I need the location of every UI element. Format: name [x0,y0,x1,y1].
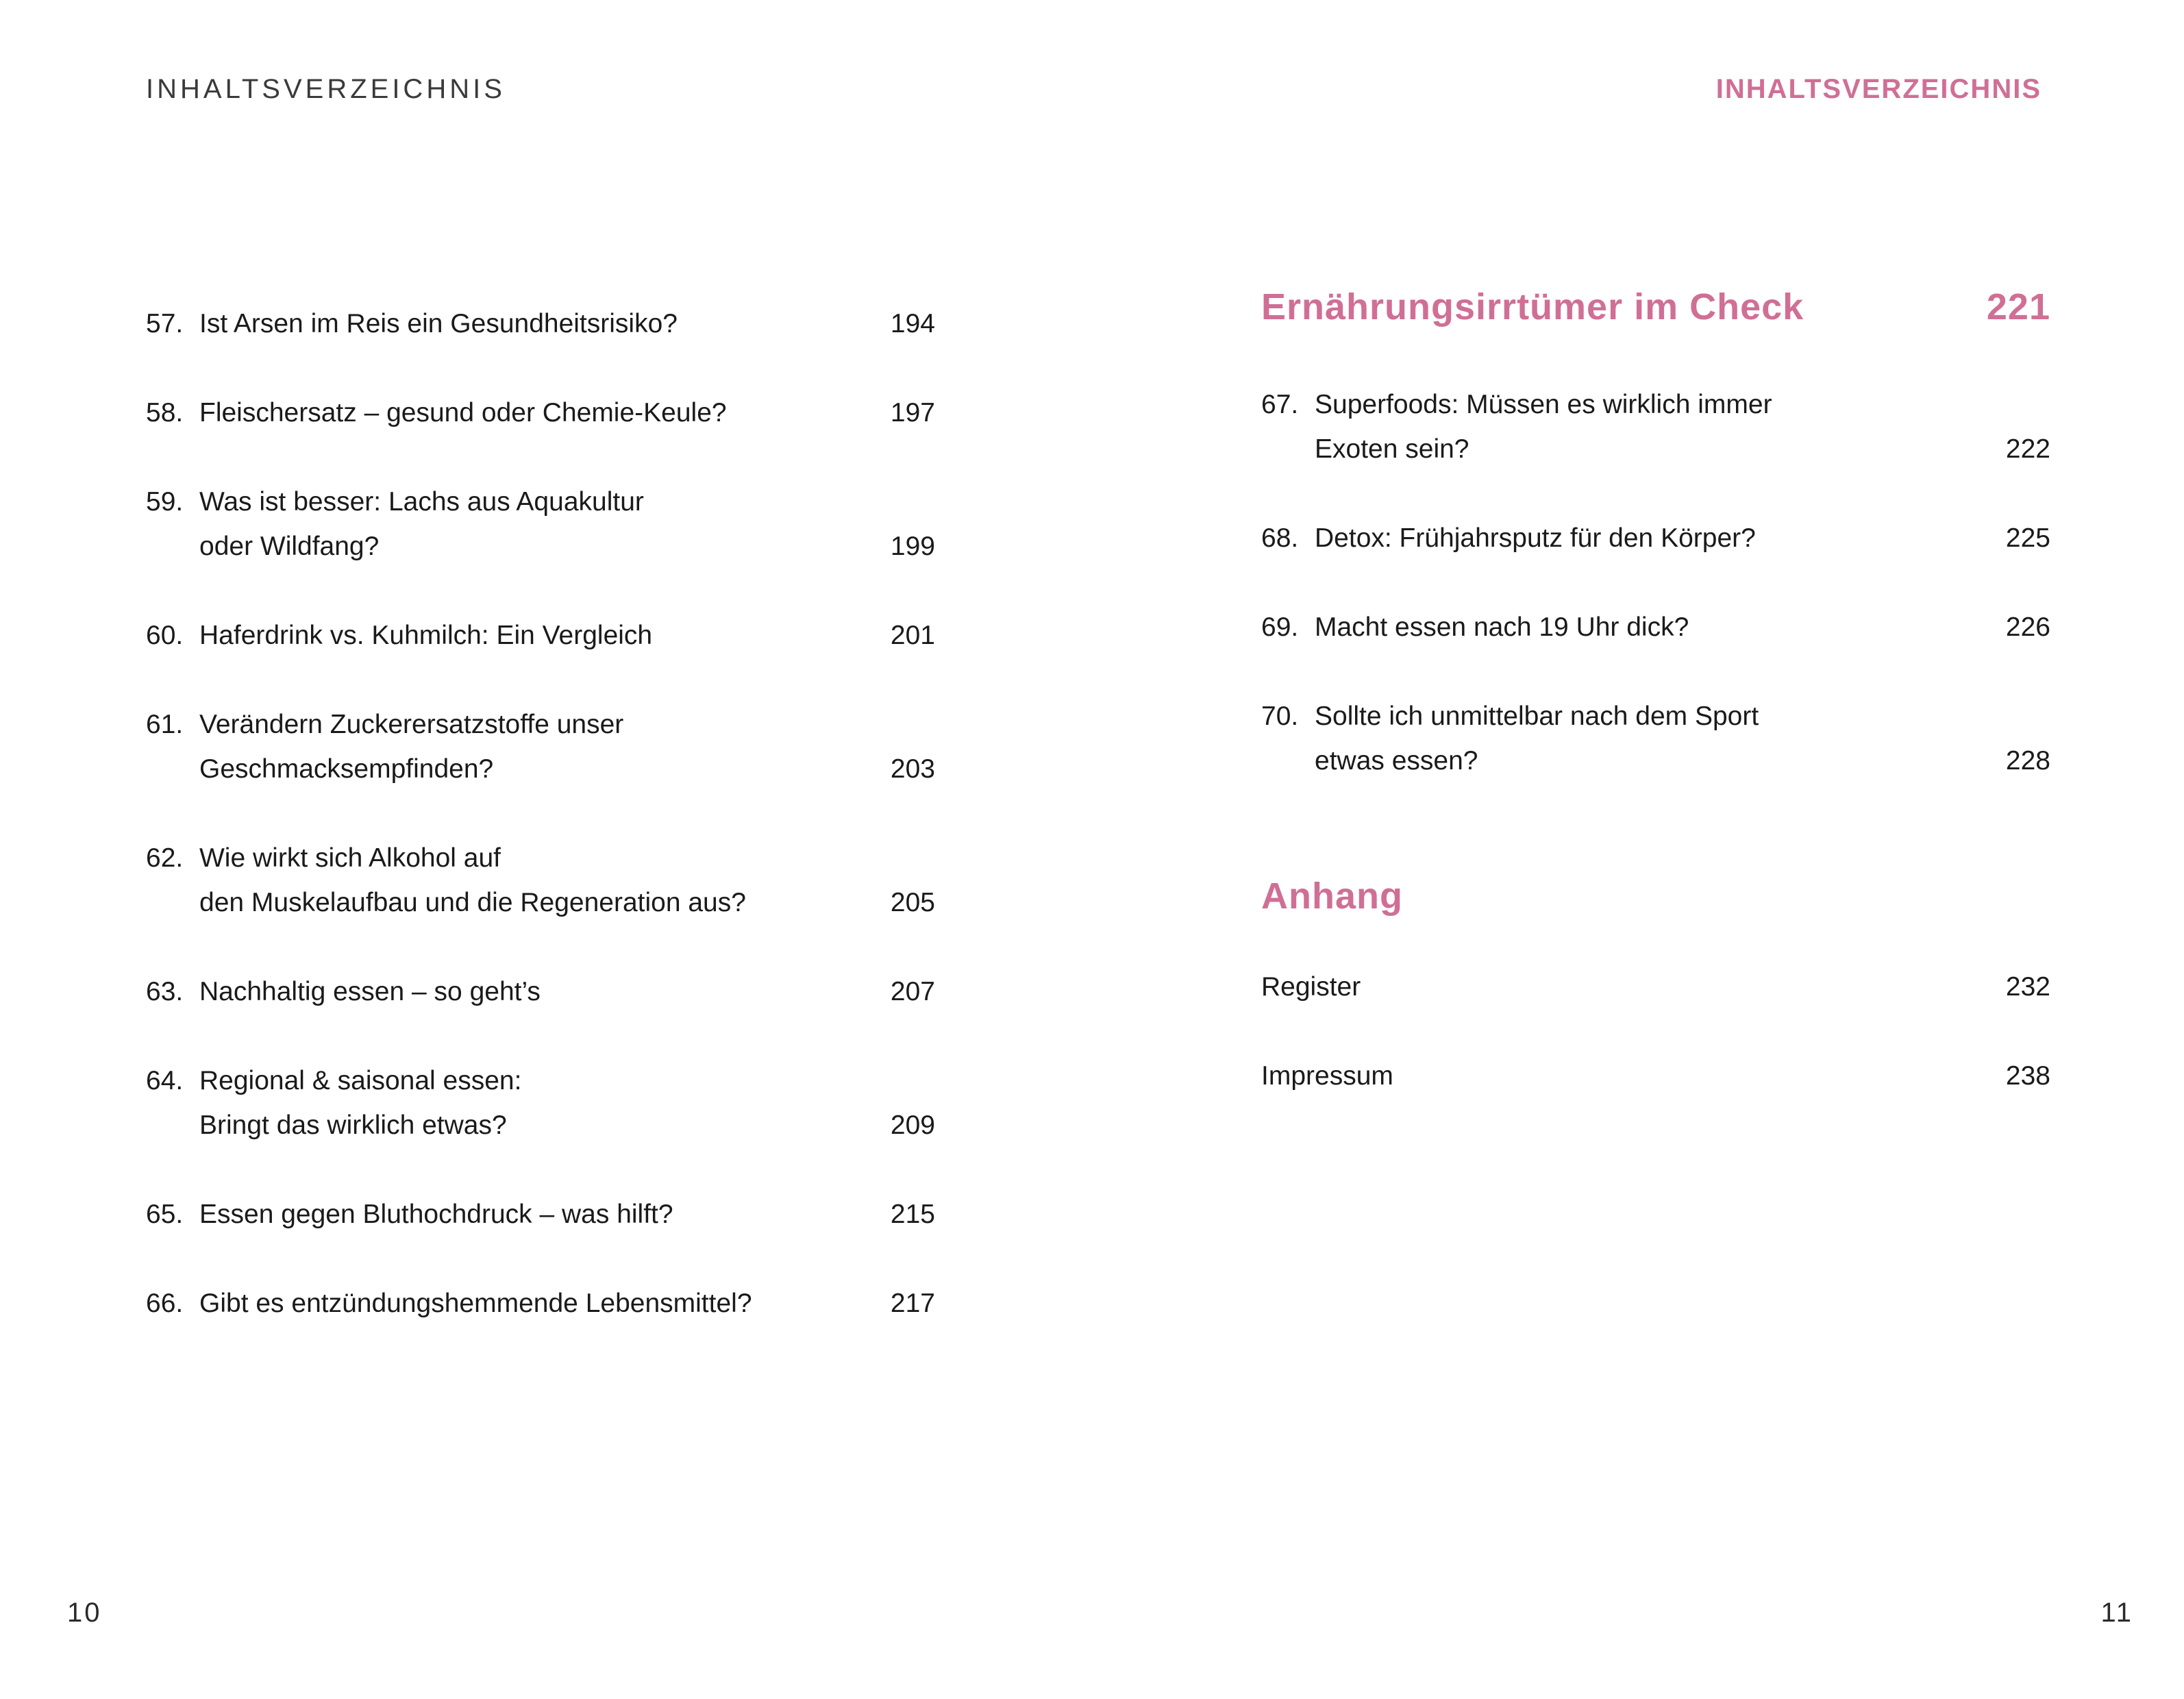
entry-title-line: Ist Arsen im Reis ein Gesundheitsrisiko? [199,309,678,338]
entry-title-line: Essen gegen Bluthochdruck – was hilft? [199,1200,673,1229]
toc-entry[interactable] [146,969,935,1014]
entry-title-line: Geschmacksempfinden? [199,754,494,784]
entry-number: 68. [1261,523,1299,553]
toc-entry[interactable] [146,480,935,569]
entry-page-number: 201 [890,621,935,650]
page-number-right: 11 [2100,1598,2133,1628]
entry-title-line: Haferdrink vs. Kuhmilch: Ein Vergleich [199,621,653,650]
right-page [1092,0,2184,1699]
entry-page-number: 215 [890,1200,935,1229]
toc-entry[interactable] [1261,605,2050,649]
toc-entry[interactable] [146,613,935,658]
entry-title-line: Wie wirkt sich Alkohol auf [199,843,501,873]
entry-title-line: Was ist besser: Lachs aus Aquakultur [199,487,644,517]
toc-list-left [146,301,935,1370]
entry-title-line: Gibt es entzündungshemmende Lebensmittel? [199,1289,752,1318]
running-head-left: INHALTSVERZEICHNIS [146,74,506,104]
entry-title-line: Exoten sein? [1315,434,1469,464]
entry-title-line: Fleischersatz – gesund oder Chemie-Keule? [199,398,727,427]
entry-page-number: 209 [890,1111,935,1140]
entry-title [1315,516,1989,560]
entry-title-line: den Muskelaufbau und die Regeneration aus? [199,888,746,917]
entry-title-line: Sollte ich unmittelbar nach dem Sport [1315,702,1759,731]
entry-page-number: 226 [2005,612,2050,642]
entry-number: 70. [1261,702,1299,731]
entry-number: 61. [146,710,184,739]
entry-page-number: 199 [890,532,935,561]
entry-title-line: etwas essen? [1315,746,1478,776]
appendix-entry[interactable] [1261,965,2050,1009]
entry-number: 57. [146,309,184,338]
entry-title [199,301,873,346]
entry-title [1315,382,1989,471]
entry-page-number: 197 [890,398,935,427]
entry-page-number: 228 [2005,746,2050,776]
entry-title-line: Superfoods: Müssen es wirklich immer [1315,390,1772,419]
entry-number: 62. [146,843,184,873]
entry-number: 64. [146,1066,184,1095]
entry-number: 66. [146,1289,184,1318]
entry-page-number: 222 [2005,434,2050,464]
running-head-right: INHALTSVERZEICHNIS [1715,74,2042,104]
entry-title-line: Bringt das wirklich etwas? [199,1111,507,1140]
toc-entry[interactable] [146,390,935,435]
entry-page-number: 207 [890,977,935,1006]
page-number-left: 10 [67,1598,102,1628]
appendix-entry[interactable] [1261,1054,2050,1098]
entry-title [199,1058,873,1148]
toc-entry[interactable] [146,702,935,791]
toc-entry[interactable] [1261,382,2050,471]
entry-number: 58. [146,398,184,427]
entry-title [199,969,873,1014]
toc-entry[interactable] [1261,694,2050,783]
section-page-number: 221 [1986,286,2050,327]
toc-entry[interactable] [146,1192,935,1237]
toc-entry[interactable] [146,1281,935,1326]
entry-title [1315,605,1989,649]
entry-title [199,1192,873,1237]
entry-page-number: 205 [890,888,935,917]
toc-entry[interactable] [146,836,935,925]
entry-title-line: Detox: Frühjahrsputz für den Körper? [1315,523,1756,553]
section-title: Anhang [1261,876,1403,917]
entry-title: Impressum [1261,1061,1393,1091]
entry-title-line: Verändern Zuckerersatzstoffe unser [199,710,624,739]
entry-page-number: 194 [890,309,935,338]
entry-number: 60. [146,621,184,650]
entry-title-line: Nachhaltig essen – so geht’s [199,977,541,1006]
entry-page-number: 225 [2005,523,2050,553]
entry-number: 67. [1261,390,1299,419]
entry-title [1315,694,1989,783]
entry-title [199,480,873,569]
section-heading-anhang[interactable] [1261,869,2050,923]
toc-list-right [1261,280,2050,1143]
toc-entry[interactable] [146,301,935,346]
entry-title [199,390,873,435]
entry-number: 59. [146,487,184,517]
section-heading-ernaehrungsirrtuemer[interactable] [1261,280,2050,334]
entry-number: 65. [146,1200,184,1229]
entry-page-number: 238 [2005,1061,2050,1091]
entry-page-number: 217 [890,1289,935,1318]
entry-title [199,1281,873,1326]
entry-title-line: Macht essen nach 19 Uhr dick? [1315,612,1689,642]
section-title: Ernährungsirrtümer im Check [1261,286,1804,327]
entry-title [199,836,873,925]
entry-title-line: Regional & saisonal essen: [199,1066,522,1095]
entry-number: 69. [1261,612,1299,642]
entry-title: Register [1261,972,1361,1002]
entry-page-number: 203 [890,754,935,784]
entry-number: 63. [146,977,184,1006]
toc-entry[interactable] [1261,516,2050,560]
toc-entry[interactable] [146,1058,935,1148]
entry-title [199,702,873,791]
entry-title-line: oder Wildfang? [199,532,380,561]
entry-title [199,613,873,658]
entry-page-number: 232 [2005,972,2050,1002]
